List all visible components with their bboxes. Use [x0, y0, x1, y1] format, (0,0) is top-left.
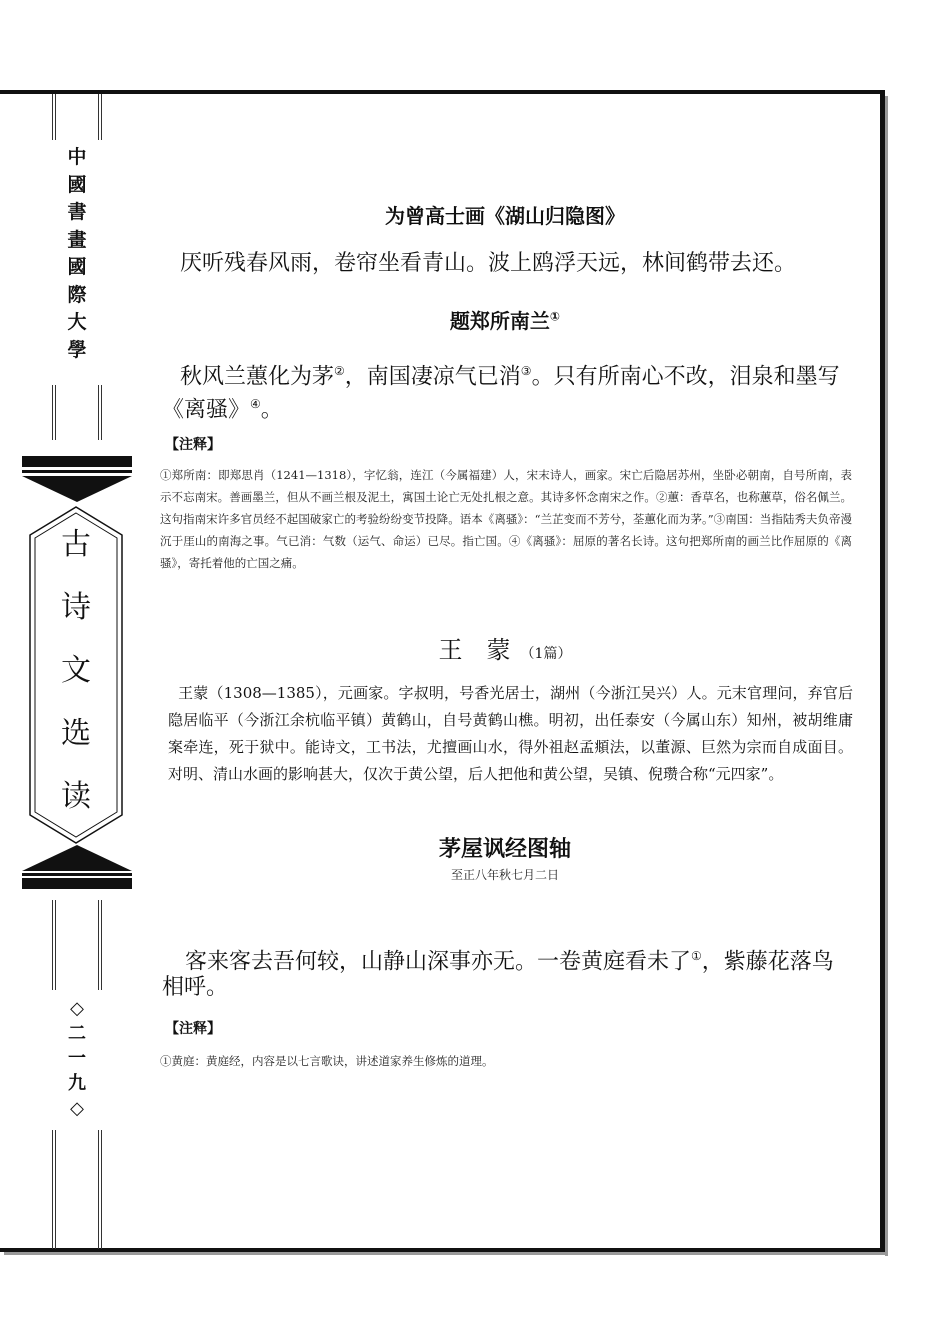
page-number-diamond: ◇: [70, 1098, 84, 1119]
poem-fragment: 。只有所南心不改，泪泉和墨写: [531, 364, 840, 390]
frame-shadow-right: [885, 96, 888, 1256]
footnote-marker: ②: [334, 364, 345, 378]
author-piece-count: （1篇）: [520, 646, 572, 662]
book-title-vertical: [36, 527, 116, 845]
emblem-top-bar-thin: [22, 470, 132, 473]
publisher-char: 中: [67, 146, 87, 168]
poem-text: [162, 384, 283, 430]
notes-text: ①黄庭：黄庭经，内容是以七言歌诀，讲述道家养生修炼的道理。: [160, 1054, 494, 1068]
poem-title: [160, 305, 850, 334]
emblem-top-triangle: [22, 476, 132, 502]
publisher-char: 學: [67, 338, 87, 361]
emblem-bottom-triangle: [22, 845, 132, 871]
notes-label: 【注释】: [165, 1021, 221, 1037]
author-bio-text: 王蒙（1308—1385），元画家。字叔明，号香光居士，湖州（今浙江吴兴）人。元末官理问，弃官后隐居临平（今浙江余杭临平镇）黄鹤山，自号黄鹤山樵。明初，出任泰安（今属山东）知州，被胡维庸案牵连，死于狱中。能诗文，工书法，尤擅画山水，得外祖赵孟頫法，以董源、巨然为宗而自成面目。对明、清山水画的影响甚大，仅次于黄公望，后人把他和黄公望，吴镇、倪瓒合称“元四家”。: [168, 684, 853, 783]
frame-top-border: [0, 90, 885, 94]
emblem-bottom-bar: [22, 878, 132, 889]
footnote-marker: ③: [520, 364, 532, 378]
frame-shadow-bottom: [4, 1252, 888, 1255]
emblem-bottom-bar-thin: [22, 873, 132, 876]
footnote-marker: ④: [250, 397, 261, 411]
poem-text: 相呼。: [162, 975, 229, 1000]
book-title-char: 古: [61, 527, 91, 562]
poem-fragment: 《离骚》: [162, 397, 251, 423]
footnote-marker: ①: [691, 949, 702, 963]
publisher-char: 國: [67, 173, 87, 196]
page-number-diamond: ◇: [70, 998, 84, 1019]
author-name: 王 蒙: [438, 636, 511, 664]
publisher-char: 際: [67, 283, 87, 306]
publisher-vertical-text: [56, 148, 98, 368]
poem-fragment: ，南国凄凉气已消: [344, 364, 521, 390]
footnote-marker: ①: [549, 309, 561, 324]
page-number-char: 一: [68, 1048, 86, 1069]
poem-fragment: ，紫藤花落鸟: [701, 949, 834, 975]
book-title-char: 读: [61, 779, 91, 814]
poem-text: 厌听残春风雨，卷帘坐看青山。波上鸥浮天远，林间鹤带去还。: [180, 251, 797, 276]
book-title-char: 诗: [61, 590, 91, 625]
publisher-char: 國: [67, 256, 87, 278]
poem-title: 为曾高士画《湖山归隐图》: [385, 204, 625, 228]
publisher-char: 書: [67, 201, 87, 223]
author-bio: [168, 680, 853, 788]
poem-subtitle: 至正八年秋七月二日: [450, 868, 559, 882]
publisher-char: 大: [67, 311, 87, 333]
notes-text: ①郑所南：即郑思肖（1241—1318），字忆翁，连江（今属福建）人，宋末诗人，画家。宋亡后隐居苏州，坐卧必朝南，自号所南，表示不忘南宋。善画墨兰，但从不画兰根及泥土，寓国土论亡无处扎根之意。其诗多怀念南宋之作。②蕙：香草名，也称蕙草，俗名佩兰。这句指南宋许多官员经不起国破家亡的考验纷纷变节投降。语本《离骚》：“兰芷变而不芳兮，荃蕙化而为茅。”③南国：当指陆秀夫负帝漫沉于厓山的南海之事。气已消：气数（运气、命运）已尽。指亡国。④《离骚》：屈原的著名长诗。这句把郑所南的画兰比作屈原的《离骚》，寄托着他的亡国之痛。: [160, 468, 852, 570]
poem-fragment: 秋风兰蕙化为茅: [180, 364, 335, 390]
page-number-char: 九: [68, 1073, 86, 1094]
emblem-top-bar: [22, 456, 132, 467]
author-heading: [160, 630, 850, 665]
notes-label: 【注释】: [165, 437, 221, 453]
book-title-char: 文: [61, 653, 91, 688]
poem-fragment: 。: [260, 397, 283, 423]
poem-fragment: 客来客去吾何较，山静山深事亦无。一卷黄庭看未了: [185, 949, 692, 975]
poem-text: [185, 936, 850, 982]
publisher-char: 畫: [67, 228, 87, 251]
page-number-char: 二: [68, 1023, 86, 1044]
book-title-char: 选: [61, 716, 91, 751]
page-number-vertical: [56, 1000, 98, 1125]
poem-title: 茅屋讽经图轴: [438, 837, 571, 862]
poem-title-text: 题郑所南兰: [449, 309, 550, 333]
